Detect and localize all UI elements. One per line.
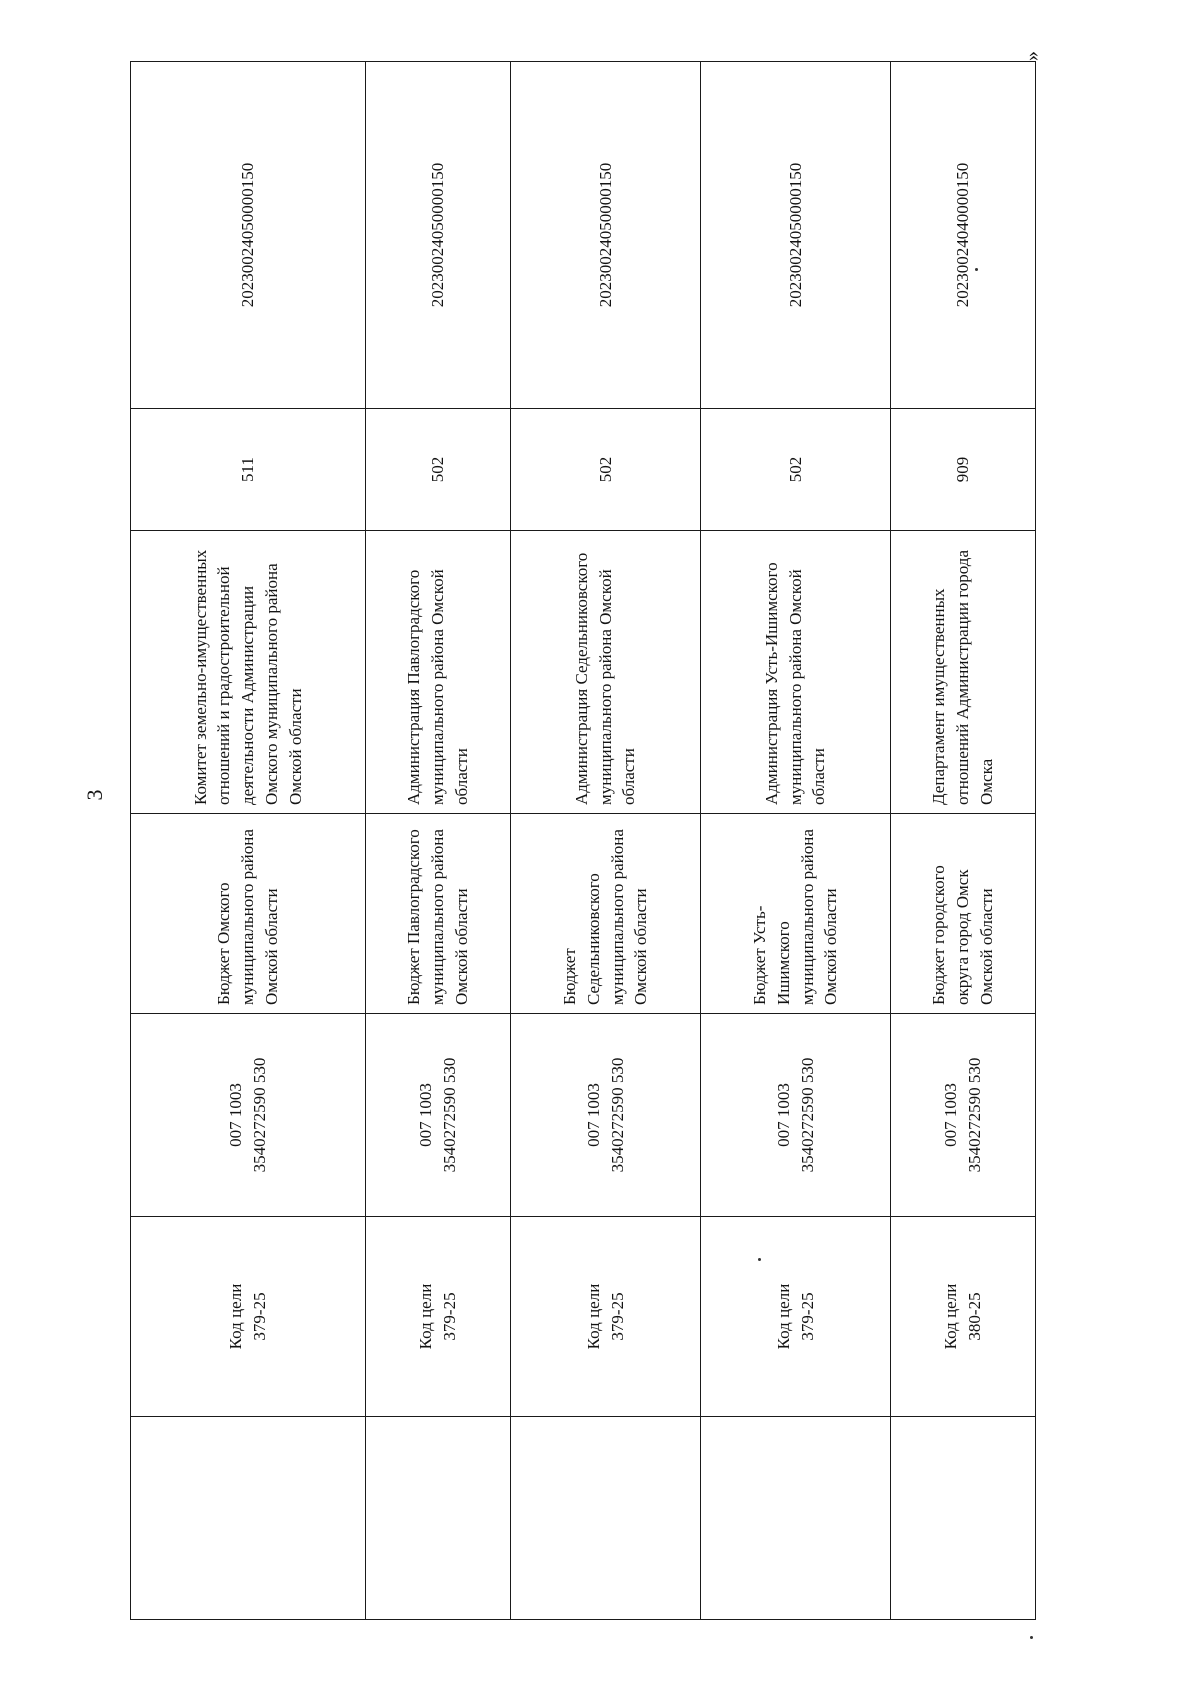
administrator-cell: Администрация Седельниковского муниципального района Омской области <box>511 531 701 814</box>
goal-code-value: 380-25 <box>965 1292 985 1341</box>
goal-code-value: 379-25 <box>797 1292 817 1341</box>
table-row <box>701 62 891 1620</box>
scan-speck <box>1030 1636 1033 1639</box>
page-number: 3 <box>82 789 107 801</box>
budget-name-cell: Бюджет городского округа город Омск Омской области <box>891 814 1036 1014</box>
closing-quote: » <box>1021 51 1043 61</box>
goal-code-label: Код цели <box>941 1283 961 1350</box>
administrator-code-cell: 511 <box>131 409 366 531</box>
goal-code-label: Код цели <box>416 1283 436 1350</box>
revenue-code-cell: 20230024050000150 <box>131 62 366 409</box>
revenue-code-cell: 20230024050000150 <box>701 62 891 409</box>
administrator-cell: Администрация Усть-Ишимского муниципального района Омской области <box>701 531 891 814</box>
administrator-code-cell: 502 <box>511 409 701 531</box>
allocation-table <box>130 61 1036 1620</box>
budget-classification-cell <box>131 1014 366 1217</box>
budget-class-line-2: 3540272590 530 <box>440 1057 460 1173</box>
goal-code-cell <box>366 1217 511 1417</box>
budget-classification-cell <box>366 1014 511 1217</box>
budget-name-cell: Бюджет Усть-Ишимского муниципального района Омской области <box>701 814 891 1014</box>
goal-code-label: Код цели <box>773 1283 793 1350</box>
table-row <box>511 62 701 1620</box>
budget-class-line-1: 007 1003 <box>416 1083 436 1147</box>
budget-class-line-2: 3540272590 530 <box>250 1057 270 1173</box>
budget-name-cell: Бюджет Павлоградского муниципального района Омской области <box>366 814 511 1014</box>
goal-code-cell <box>511 1217 701 1417</box>
goal-code-cell <box>131 1217 366 1417</box>
table-row <box>131 62 366 1620</box>
table-row <box>366 62 511 1620</box>
administrator-code-cell: 909 <box>891 409 1036 531</box>
revenue-code-cell: 20230024040000150 <box>891 62 1036 409</box>
goal-code-cell <box>701 1217 891 1417</box>
budget-class-line-1: 007 1003 <box>941 1083 961 1147</box>
goal-code-value: 379-25 <box>607 1292 627 1341</box>
empty-cell <box>511 1417 701 1620</box>
budget-classification-cell <box>701 1014 891 1217</box>
empty-cell <box>131 1417 366 1620</box>
empty-cell <box>701 1417 891 1620</box>
goal-code-value: 379-25 <box>250 1292 270 1341</box>
budget-class-line-1: 007 1003 <box>226 1083 246 1147</box>
budget-class-line-2: 3540272590 530 <box>607 1057 627 1173</box>
rotated-table-container <box>130 62 1036 1620</box>
administrator-code-cell: 502 <box>366 409 511 531</box>
goal-code-label: Код цели <box>226 1283 246 1350</box>
revenue-code-cell: 20230024050000150 <box>511 62 701 409</box>
goal-code-cell <box>891 1217 1036 1417</box>
budget-name-cell: Бюджет Омского муниципального района Омской области <box>131 814 366 1014</box>
goal-code-value: 379-25 <box>440 1292 460 1341</box>
empty-cell <box>891 1417 1036 1620</box>
table-row <box>891 62 1036 1620</box>
goal-code-label: Код цели <box>583 1283 603 1350</box>
budget-class-line-1: 007 1003 <box>583 1083 603 1147</box>
budget-classification-cell <box>891 1014 1036 1217</box>
administrator-code-cell: 502 <box>701 409 891 531</box>
budget-class-line-2: 3540272590 530 <box>797 1057 817 1173</box>
budget-class-line-2: 3540272590 530 <box>965 1057 985 1173</box>
administrator-cell: Департамент имущественных отношений Администрации города Омска <box>891 531 1036 814</box>
budget-classification-cell <box>511 1014 701 1217</box>
empty-cell <box>366 1417 511 1620</box>
revenue-code-cell: 20230024050000150 <box>366 62 511 409</box>
administrator-cell: Администрация Павлоградского муниципального района Омской области <box>366 531 511 814</box>
administrator-cell: Комитет земельно-имущественных отношений и градостроительной деятельности Администрации Омского муниципального района Омской области <box>131 531 366 814</box>
budget-class-line-1: 007 1003 <box>773 1083 793 1147</box>
budget-name-cell: Бюджет Седельниковского муниципального района Омской области <box>511 814 701 1014</box>
